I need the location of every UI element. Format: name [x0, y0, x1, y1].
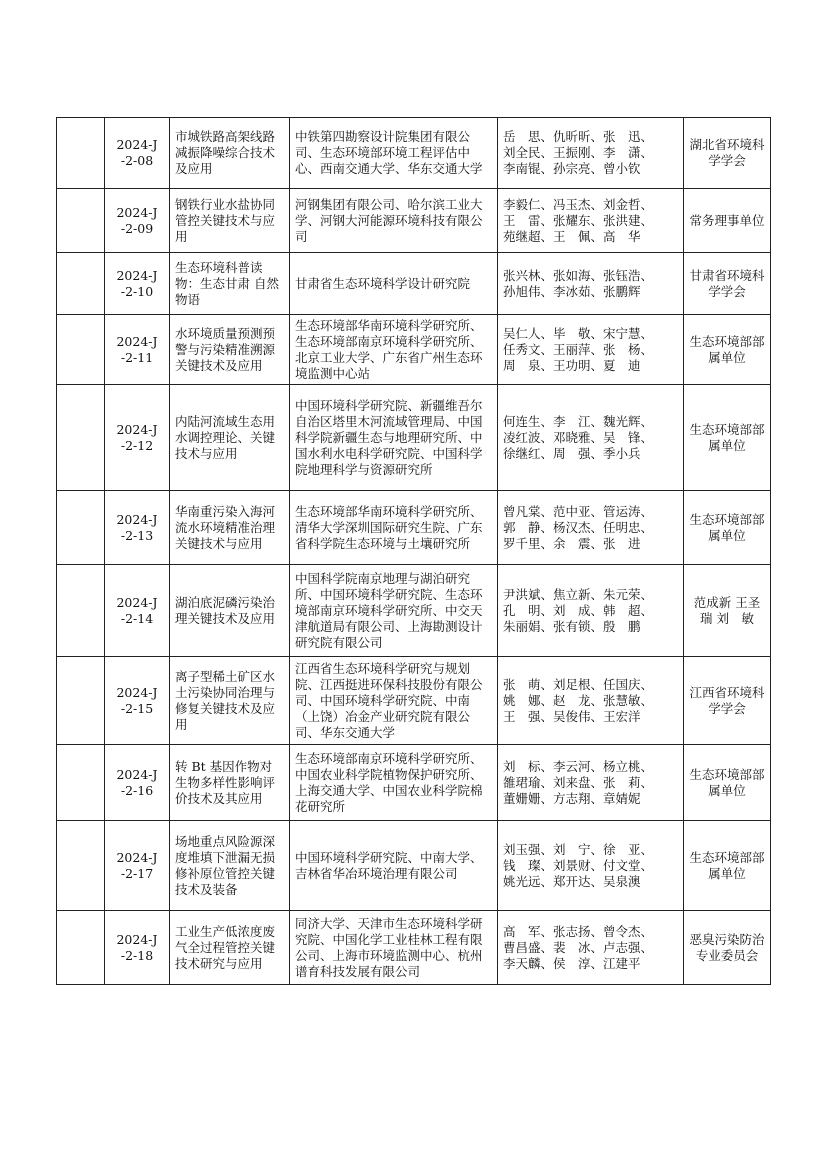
people-line: 郭 静、杨汉杰、任明忠、 — [503, 519, 654, 535]
people-cell — [498, 253, 684, 315]
project-code-line: -2-09 — [120, 220, 154, 236]
nominator-cell: 生态环境部部属单位 — [684, 385, 771, 491]
people-cell — [498, 315, 684, 385]
blank-cell — [57, 565, 105, 657]
units-cell: 中铁第四勘察设计院集团有限公司、生态环境部环境工程评估中心、西南交通大学、华东交通大学 — [290, 118, 498, 189]
people-line: 徐继红、周 强、季小兵 — [503, 445, 641, 461]
table-row — [57, 911, 771, 985]
blank-cell — [57, 821, 105, 911]
project-code-line: -2-15 — [120, 700, 154, 716]
project-code-line: 2024-J — [116, 137, 158, 152]
project-code-cell — [105, 745, 170, 821]
units-cell: 生态环境部华南环境科学研究所、清华大学深圳国际研究生院、广东省科学院生态环境与土壤研究所 — [290, 491, 498, 565]
people-line: 姚光远、郑开达、吴泉澳 — [503, 873, 641, 889]
nominator-cell: 湖北省环境科学学会 — [684, 118, 771, 189]
table-row — [57, 491, 771, 565]
project-code-line: 2024-J — [116, 684, 158, 700]
people-line: 李南锟、孙宗亮、曾小钦 — [503, 161, 641, 176]
project-name-cell: 华南重污染入海河流水环境精准治理关键技术与应用 — [170, 491, 290, 565]
project-code-cell — [105, 118, 170, 189]
people-line: 刘全民、王振刚、李 潇、 — [503, 145, 654, 160]
people-line: 何连生、李 江、魏光辉、 — [503, 413, 654, 429]
blank-cell — [57, 657, 105, 745]
people-cell — [498, 189, 684, 253]
people-cell — [498, 745, 684, 821]
people-line: 孔 明、刘 成、韩 超、 — [503, 602, 654, 618]
units-cell: 甘肃省生态环境科学设计研究院 — [290, 253, 498, 315]
people-line: 刘玉强、刘 宁、徐 亚、 — [503, 841, 654, 857]
blank-cell — [57, 253, 105, 315]
project-name-cell: 市城铁路高架线路减振降噪综合技术及应用 — [170, 118, 290, 189]
project-name-cell: 湖泊底泥磷污染治理关键技术及应用 — [170, 565, 290, 657]
people-line: 朱丽娟、张有锁、殷 鹏 — [503, 618, 641, 634]
project-name-cell: 水环境质量预测预警与污染精准溯源关键技术及应用 — [170, 315, 290, 385]
people-cell — [498, 911, 684, 985]
project-code-line: -2-18 — [120, 947, 154, 963]
people-cell — [498, 565, 684, 657]
units-cell: 中国环境科学研究院、中南大学、吉林省华冶环境治理有限公司 — [290, 821, 498, 911]
project-code-line: -2-11 — [120, 349, 154, 365]
project-code-line: 2024-J — [116, 849, 158, 865]
nominator-cell: 生态环境部部属单位 — [684, 821, 771, 911]
project-code-line: -2-14 — [120, 610, 154, 626]
people-line: 凌红波、邓晓雅、吴 锋、 — [503, 429, 654, 445]
people-line: 曾凡棠、范中亚、管运涛、 — [503, 503, 654, 519]
project-code-cell — [105, 315, 170, 385]
nominator-cell: 恶臭污染防治专业委员会 — [684, 911, 771, 985]
project-code-cell — [105, 657, 170, 745]
project-code-cell — [105, 821, 170, 911]
project-name-cell: 钢铁行业水盐协同管控关键技术与应用 — [170, 189, 290, 253]
people-line: 曹昌盛、裴 冰、卢志强、 — [503, 939, 654, 955]
blank-cell — [57, 118, 105, 189]
units-cell: 生态环境部华南环境科学研究所、生态环境部南京环境科学研究所、北京工业大学、广东省广州生态环境监测中心站 — [290, 315, 498, 385]
blank-cell — [57, 911, 105, 985]
people-line: 李天麟、侯 淳、江建平 — [503, 955, 641, 971]
table-row — [57, 657, 771, 745]
project-code-line: -2-08 — [120, 153, 154, 168]
project-code-cell — [105, 189, 170, 253]
people-cell — [498, 491, 684, 565]
nominator-cell: 范成新 王圣瑞 刘 敏 — [684, 565, 771, 657]
table-row — [57, 565, 771, 657]
project-code-line: -2-16 — [120, 782, 154, 798]
people-line: 吴仁人、毕 敬、宋宁慧、 — [503, 325, 654, 341]
people-line: 张 萌、刘足根、任国庆、 — [503, 676, 654, 692]
project-code-line: 2024-J — [116, 766, 158, 782]
nominator-cell: 生态环境部部属单位 — [684, 491, 771, 565]
units-cell: 同济大学、天津市生态环境科学研究院、中国化学工业桂林工程有限公司、上海市环境监测中心、杭州谱育科技发展有限公司 — [290, 911, 498, 985]
people-line: 周 泉、王功明、夏 迪 — [503, 357, 641, 373]
units-cell: 中国环境科学研究院、新疆维吾尔自治区塔里木河流域管理局、中国科学院新疆生态与地理研究所、中国水利水电科学研究院、中国科学院地理科学与资源研究所 — [290, 385, 498, 491]
table-row — [57, 315, 771, 385]
project-code-line: 2024-J — [116, 421, 158, 437]
project-code-line: 2024-J — [116, 511, 158, 527]
nominator-cell: 常务理事单位 — [684, 189, 771, 253]
blank-cell — [57, 745, 105, 821]
project-name-cell: 内陆河流域生态用水调控理论、关键技术与应用 — [170, 385, 290, 491]
project-name-cell: 离子型稀土矿区水土污染协同治理与修复关键技术及应用 — [170, 657, 290, 745]
units-cell: 江西省生态环境科学研究与规划院、江西挺进环保科技股份有限公司、中国环境科学研究院、中南（上饶）冶金产业研究院有限公司、华东交通大学 — [290, 657, 498, 745]
project-code-line: 2024-J — [116, 267, 158, 283]
nominator-cell: 生态环境部部属单位 — [684, 745, 771, 821]
people-line: 岳 思、仇昕昕、张 迅、 — [503, 129, 654, 144]
awards-table-body — [57, 118, 771, 985]
table-row — [57, 118, 771, 189]
units-cell: 生态环境部南京环境科学研究所、中国农业科学院植物保护研究所、上海交通大学、中国农业科学院棉花研究所 — [290, 745, 498, 821]
project-code-line: 2024-J — [116, 594, 158, 610]
table-row — [57, 189, 771, 253]
people-line: 高 军、张志扬、曾令杰、 — [503, 923, 654, 939]
people-line: 钱 璨、刘景财、付文堂、 — [503, 857, 654, 873]
project-code-line: 2024-J — [116, 333, 158, 349]
nominator-cell: 江西省环境科学学会 — [684, 657, 771, 745]
blank-cell — [57, 315, 105, 385]
people-line: 董姗姗、方志翔、章婧妮 — [503, 790, 641, 806]
awards-table — [56, 117, 771, 985]
units-cell: 河钢集团有限公司、哈尔滨工业大学、河钢大河能源环境科技有限公司 — [290, 189, 498, 253]
table-row — [57, 385, 771, 491]
units-cell: 中国科学院南京地理与湖泊研究所、中国环境科学研究院、生态环境部南京环境科学研究所、中交天津航道局有限公司、上海勘测设计研究院有限公司 — [290, 565, 498, 657]
project-code-line: -2-13 — [120, 527, 154, 543]
people-cell — [498, 385, 684, 491]
people-line: 罗千里、余 震、张 进 — [503, 535, 641, 551]
project-code-cell — [105, 911, 170, 985]
people-line: 李毅仁、冯玉杰、刘金哲、 — [503, 196, 654, 212]
project-name-cell: 生态环境科普读物：生态甘肃 自然物语 — [170, 253, 290, 315]
project-code-cell — [105, 253, 170, 315]
blank-cell — [57, 491, 105, 565]
people-cell — [498, 657, 684, 745]
project-code-cell — [105, 385, 170, 491]
people-cell — [498, 821, 684, 911]
blank-cell — [57, 189, 105, 253]
people-line: 孙旭伟、李冰茹、张鹏辉 — [503, 283, 641, 299]
people-line: 任秀文、王丽萍、张 杨、 — [503, 341, 654, 357]
people-line: 雒珺瑜、刘来盘、张 莉、 — [503, 774, 654, 790]
people-line: 苑继超、王 佩、高 华 — [503, 228, 641, 244]
project-name-cell: 转 Bt 基因作物对生物多样性影响评价技术及其应用 — [170, 745, 290, 821]
people-line: 尹洪斌、焦立新、朱元荣、 — [503, 586, 654, 602]
table-row — [57, 821, 771, 911]
people-line: 张兴林、张如海、张钰浩、 — [503, 267, 654, 283]
nominator-cell: 甘肃省环境科学学会 — [684, 253, 771, 315]
project-code-line: -2-12 — [120, 437, 154, 453]
people-line: 王 雷、张耀东、张洪建、 — [503, 212, 654, 228]
project-name-cell: 场地重点风险源深度堆填下泄漏无损修补原位管控关键技术及装备 — [170, 821, 290, 911]
table-row — [57, 745, 771, 821]
project-code-cell — [105, 491, 170, 565]
people-line: 王 强、吴俊伟、王宏洋 — [503, 708, 641, 724]
people-line: 刘 标、李云河、杨立桃、 — [503, 758, 654, 774]
nominator-cell: 生态环境部部属单位 — [684, 315, 771, 385]
project-code-line: -2-10 — [120, 283, 154, 299]
project-code-line: 2024-J — [116, 204, 158, 220]
project-code-cell — [105, 565, 170, 657]
people-line: 姚 娜、赵 龙、张慧敏、 — [503, 692, 654, 708]
people-cell — [498, 118, 684, 189]
project-code-line: 2024-J — [116, 931, 158, 947]
project-code-line: -2-17 — [120, 865, 154, 881]
blank-cell — [57, 385, 105, 491]
table-row — [57, 253, 771, 315]
project-name-cell: 工业生产低浓度废气全过程管控关键技术研究与应用 — [170, 911, 290, 985]
